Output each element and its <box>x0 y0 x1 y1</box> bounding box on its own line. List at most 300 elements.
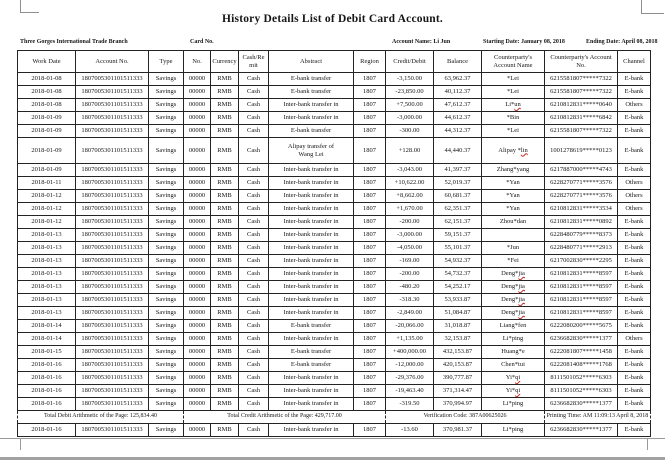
cell-region: 1807 <box>354 86 386 99</box>
cell-channel: E-bank <box>618 281 651 294</box>
cell-type: Savings <box>149 125 184 138</box>
table-row <box>18 190 651 203</box>
cell-balance: 54,252.17 <box>434 281 482 294</box>
cell-no: 00000 <box>184 346 211 359</box>
cell-cp-account: 6228480771*****2913 <box>545 242 618 255</box>
cell-region: 1807 <box>354 281 386 294</box>
cell-region: 1807 <box>354 229 386 242</box>
cell-region: 1807 <box>354 268 386 281</box>
cell-date: 2018-01-12 <box>18 203 76 216</box>
total-debit: Total Debit Arithmetic of the Page: 125,834.40 <box>18 411 184 424</box>
cell-currency: RMB <box>211 424 239 437</box>
table-row <box>18 99 651 112</box>
cell-cash-remit: Cash <box>239 138 269 164</box>
cell-abstract: Inter-bank transfer in <box>269 242 354 255</box>
cell-cash-remit: Cash <box>239 268 269 281</box>
cell-date: 2018-01-09 <box>18 138 76 164</box>
cell-credit-debit: -19,463.40 <box>386 385 434 398</box>
cell-channel: Others <box>618 99 651 112</box>
cell-account: 1807005301101511333 <box>76 424 149 437</box>
cell-cp-account: 6228270771*****3576 <box>545 177 618 190</box>
cell-cp-name: *Lei <box>482 73 545 86</box>
cell-cash-remit: Cash <box>239 281 269 294</box>
cell-date: 2018-01-13 <box>18 242 76 255</box>
column-header-no: No. <box>184 51 211 73</box>
cell-abstract: Inter-bank transfer in <box>269 229 354 242</box>
cell-balance: 60,681.37 <box>434 190 482 203</box>
column-header-type: Type <box>149 51 184 73</box>
cell-currency: RMB <box>211 281 239 294</box>
column-header-credit-debit: Credit/Debit <box>386 51 434 73</box>
cell-type: Savings <box>149 216 184 229</box>
cell-cp-name: Deng*jia <box>482 307 545 320</box>
cell-date: 2018-01-16 <box>18 424 76 437</box>
cell-credit-debit: -200.00 <box>386 268 434 281</box>
cell-no: 00000 <box>184 125 211 138</box>
cell-credit-debit: -318.30 <box>386 294 434 307</box>
spellcheck-underline: jia <box>518 296 525 304</box>
cell-region: 1807 <box>354 242 386 255</box>
cell-date: 2018-01-09 <box>18 112 76 125</box>
cell-currency: RMB <box>211 385 239 398</box>
cell-date: 2018-01-13 <box>18 307 76 320</box>
cell-credit-debit: -20,066.00 <box>386 320 434 333</box>
cell-date: 2018-01-08 <box>18 86 76 99</box>
cell-type: Savings <box>149 203 184 216</box>
cell-cash-remit: Cash <box>239 164 269 177</box>
branch-name: Three Gorges International Trade Branch <box>20 39 128 45</box>
cell-account: 1807005301101511333 <box>76 385 149 398</box>
cell-region: 1807 <box>354 294 386 307</box>
cell-no: 00000 <box>184 385 211 398</box>
cell-abstract: Inter-bank transfer in <box>269 307 354 320</box>
cell-type: Savings <box>149 424 184 437</box>
cell-credit-debit: -300.00 <box>386 125 434 138</box>
cell-abstract: Inter-bank transfer in <box>269 203 354 216</box>
history-table <box>17 50 651 437</box>
cell-cp-account: 6228480779*****8373 <box>545 229 618 242</box>
cell-account: 1807005301101511333 <box>76 138 149 164</box>
cell-channel: E-bank <box>618 372 651 385</box>
table-row <box>18 424 651 437</box>
cell-cp-account: 6236682830*****1377 <box>545 424 618 437</box>
cell-cp-account: 6210812831*****0892 <box>545 216 618 229</box>
cell-cash-remit: Cash <box>239 294 269 307</box>
cell-currency: RMB <box>211 190 239 203</box>
cell-no: 00000 <box>184 112 211 125</box>
cell-type: Savings <box>149 177 184 190</box>
cell-cp-account: 6210812831*****0640 <box>545 99 618 112</box>
cell-region: 1807 <box>354 125 386 138</box>
cell-balance: 31,018.87 <box>434 320 482 333</box>
cell-cp-account: 6236682830*****1377 <box>545 333 618 346</box>
cell-account: 1807005301101511333 <box>76 190 149 203</box>
cell-abstract: Inter-bank transfer in <box>269 333 354 346</box>
cell-account: 1807005301101511333 <box>76 73 149 86</box>
cell-account: 1807005301101511333 <box>76 333 149 346</box>
cell-type: Savings <box>149 138 184 164</box>
cell-currency: RMB <box>211 359 239 372</box>
cell-cash-remit: Cash <box>239 385 269 398</box>
table-row <box>18 112 651 125</box>
cell-cash-remit: Cash <box>239 320 269 333</box>
cell-balance: 40,112.37 <box>434 86 482 99</box>
cell-cash-remit: Cash <box>239 190 269 203</box>
cell-cp-account: 6215581807*****7322 <box>545 125 618 138</box>
cell-balance: 51,084.87 <box>434 307 482 320</box>
cell-channel: Others <box>618 190 651 203</box>
table-row <box>18 333 651 346</box>
card-no-label: Card No. <box>190 39 214 45</box>
cell-type: Savings <box>149 242 184 255</box>
cell-date: 2018-01-13 <box>18 229 76 242</box>
table-row <box>18 320 651 333</box>
cell-no: 00000 <box>184 229 211 242</box>
cell-no: 00000 <box>184 333 211 346</box>
cell-cp-account: 6210812831*****8597 <box>545 307 618 320</box>
table-row <box>18 294 651 307</box>
cell-abstract: E-bank transfer <box>269 86 354 99</box>
cell-cash-remit: Cash <box>239 177 269 190</box>
cell-channel: E-bank <box>618 359 651 372</box>
cell-balance: 47,612.37 <box>434 99 482 112</box>
cell-cp-name: *Jun <box>482 242 545 255</box>
page-corner-mark-top-right <box>641 0 664 14</box>
cell-type: Savings <box>149 346 184 359</box>
cell-balance: 59,151.37 <box>434 229 482 242</box>
column-header-region: Region <box>354 51 386 73</box>
cell-cp-name: *Bin <box>482 112 545 125</box>
table-row <box>18 346 651 359</box>
cell-cp-name: Zhou*dan <box>482 216 545 229</box>
cell-balance: 44,612.37 <box>434 112 482 125</box>
table-row <box>18 164 651 177</box>
cell-region: 1807 <box>354 385 386 398</box>
cell-cash-remit: Cash <box>239 229 269 242</box>
cell-cp-name: Yi*qi <box>482 385 545 398</box>
cell-currency: RMB <box>211 99 239 112</box>
cell-cash-remit: Cash <box>239 307 269 320</box>
cell-cash-remit: Cash <box>239 216 269 229</box>
cell-abstract: Inter-bank transfer in <box>269 268 354 281</box>
cell-cp-name: Deng*jia <box>482 294 545 307</box>
cell-no: 00000 <box>184 307 211 320</box>
cell-abstract: Inter-bank transfer in <box>269 112 354 125</box>
cell-cp-account: 6210812831*****6842 <box>545 112 618 125</box>
column-header-cp-account-name: Counterparty's Account Name <box>482 51 545 73</box>
spellcheck-underline: jia <box>518 309 525 317</box>
cell-region: 1807 <box>354 164 386 177</box>
cell-type: Savings <box>149 359 184 372</box>
table-row <box>18 73 651 86</box>
cell-type: Savings <box>149 281 184 294</box>
cell-date: 2018-01-16 <box>18 359 76 372</box>
cell-credit-debit: +7,500.00 <box>386 99 434 112</box>
cell-cp-name: Alipay *lin <box>482 138 545 164</box>
cell-region: 1807 <box>354 99 386 112</box>
cell-cp-name: Zhang*yang <box>482 164 545 177</box>
cell-region: 1807 <box>354 333 386 346</box>
starting-date: Starting Date: January 08, 2018 <box>483 39 565 45</box>
cell-type: Savings <box>149 333 184 346</box>
cell-type: Savings <box>149 398 184 411</box>
cell-no: 00000 <box>184 177 211 190</box>
verification-code: Verification Code: 387A00625026 <box>386 411 545 424</box>
cell-type: Savings <box>149 99 184 112</box>
cell-credit-debit: -3,000.00 <box>386 112 434 125</box>
cell-no: 00000 <box>184 164 211 177</box>
cell-cp-account: 6210812831*****3534 <box>545 203 618 216</box>
cell-abstract: Inter-bank transfer in <box>269 255 354 268</box>
cell-type: Savings <box>149 307 184 320</box>
column-header-account-no: Account No. <box>76 51 149 73</box>
cell-region: 1807 <box>354 359 386 372</box>
cell-no: 00000 <box>184 424 211 437</box>
cell-cp-account: 8111501052*****6303 <box>545 385 618 398</box>
cell-channel: E-bank <box>618 138 651 164</box>
cell-type: Savings <box>149 268 184 281</box>
column-header-cp-account-no: Counterparty's Account No. <box>545 51 618 73</box>
cell-region: 1807 <box>354 307 386 320</box>
cell-credit-debit: +1,135.00 <box>386 333 434 346</box>
cell-cash-remit: Cash <box>239 398 269 411</box>
cell-account: 1807005301101511333 <box>76 86 149 99</box>
table-row <box>18 281 651 294</box>
table-row <box>18 372 651 385</box>
cell-date: 2018-01-13 <box>18 255 76 268</box>
cell-cash-remit: Cash <box>239 99 269 112</box>
cell-region: 1807 <box>354 255 386 268</box>
cell-balance: 55,101.37 <box>434 242 482 255</box>
cell-channel: Others <box>618 177 651 190</box>
cell-date: 2018-01-16 <box>18 372 76 385</box>
cell-cp-name <box>482 229 545 242</box>
cell-balance: 52,019.37 <box>434 177 482 190</box>
cell-currency: RMB <box>211 138 239 164</box>
cell-account: 1807005301101511333 <box>76 320 149 333</box>
cell-cp-name: *Fei <box>482 255 545 268</box>
cell-type: Savings <box>149 73 184 86</box>
table-row <box>18 307 651 320</box>
cell-credit-debit: -4,050.00 <box>386 242 434 255</box>
cell-no: 00000 <box>184 216 211 229</box>
cell-account: 1807005301101511333 <box>76 398 149 411</box>
cell-balance: 432,153.87 <box>434 346 482 359</box>
cell-cp-name: Liang*fen <box>482 320 545 333</box>
cell-date: 2018-01-14 <box>18 333 76 346</box>
cell-balance: 63,962.37 <box>434 73 482 86</box>
cell-cp-name: Deng*jia <box>482 268 545 281</box>
spellcheck-underline: jia <box>518 283 525 291</box>
cell-cp-account: 1001278619*****0123 <box>545 138 618 164</box>
cell-channel: E-bank <box>618 255 651 268</box>
cell-channel: Others <box>618 203 651 216</box>
cell-balance: 370,994.97 <box>434 398 482 411</box>
table-row <box>18 398 651 411</box>
cell-channel: E-bank <box>618 242 651 255</box>
cell-cp-account: 6222080200*****5675 <box>545 320 618 333</box>
cell-region: 1807 <box>354 372 386 385</box>
cell-cp-name: Li*un <box>482 99 545 112</box>
cell-type: Savings <box>149 86 184 99</box>
cell-currency: RMB <box>211 268 239 281</box>
cell-type: Savings <box>149 112 184 125</box>
cell-cash-remit: Cash <box>239 359 269 372</box>
cell-cp-name: Li*ping <box>482 398 545 411</box>
cell-credit-debit: -12,000.00 <box>386 359 434 372</box>
column-header-channel: Channel <box>618 51 651 73</box>
cell-account: 1807005301101511333 <box>76 242 149 255</box>
cell-channel: E-bank <box>618 398 651 411</box>
cell-type: Savings <box>149 164 184 177</box>
cell-balance: 44,312.37 <box>434 125 482 138</box>
cell-cp-account: 6236682830*****1377 <box>545 398 618 411</box>
cell-currency: RMB <box>211 242 239 255</box>
cell-type: Savings <box>149 294 184 307</box>
table-row <box>18 203 651 216</box>
cell-cp-name: *Yan <box>482 203 545 216</box>
cell-region: 1807 <box>354 424 386 437</box>
cell-date: 2018-01-14 <box>18 320 76 333</box>
cell-balance: 53,933.87 <box>434 294 482 307</box>
cell-currency: RMB <box>211 73 239 86</box>
cell-abstract: Inter-bank transfer in <box>269 177 354 190</box>
cell-no: 00000 <box>184 294 211 307</box>
cell-balance: 371,314.47 <box>434 385 482 398</box>
cell-cp-name: Deng*jia <box>482 281 545 294</box>
cell-channel: E-bank <box>618 307 651 320</box>
table-row <box>18 385 651 398</box>
cell-cash-remit: Cash <box>239 112 269 125</box>
cell-region: 1807 <box>354 112 386 125</box>
cell-region: 1807 <box>354 320 386 333</box>
cell-no: 00000 <box>184 242 211 255</box>
cell-no: 00000 <box>184 281 211 294</box>
table-footer <box>18 411 651 437</box>
cell-region: 1807 <box>354 203 386 216</box>
cell-abstract: Inter-bank transfer in <box>269 372 354 385</box>
cell-cp-account: 6228270771*****3576 <box>545 190 618 203</box>
cell-type: Savings <box>149 229 184 242</box>
spellcheck-underline: jia <box>518 270 525 278</box>
cell-credit-debit: -2,849.00 <box>386 307 434 320</box>
cell-cp-name: *Lei <box>482 86 545 99</box>
cell-cp-account: 6210812831*****8597 <box>545 294 618 307</box>
table-row <box>18 268 651 281</box>
cell-balance: 54,932.37 <box>434 255 482 268</box>
cell-balance: 420,153.87 <box>434 359 482 372</box>
cell-channel: E-bank <box>618 125 651 138</box>
cell-currency: RMB <box>211 229 239 242</box>
cell-balance: 44,440.37 <box>434 138 482 164</box>
cell-abstract: E-bank transfer <box>269 125 354 138</box>
cell-channel: E-bank <box>618 216 651 229</box>
header-row <box>18 51 651 73</box>
cell-cash-remit: Cash <box>239 255 269 268</box>
table-row <box>18 86 651 99</box>
cell-region: 1807 <box>354 190 386 203</box>
cell-channel: E-bank <box>618 424 651 437</box>
cell-account: 1807005301101511333 <box>76 307 149 320</box>
cell-date: 2018-01-13 <box>18 294 76 307</box>
cell-date: 2018-01-09 <box>18 125 76 138</box>
cell-account: 1807005301101511333 <box>76 268 149 281</box>
column-header-balance: Balance <box>434 51 482 73</box>
cell-abstract: Inter-bank transfer in <box>269 99 354 112</box>
cell-cp-account: 6222081408*****1768 <box>545 359 618 372</box>
cell-credit-debit: +10,622.00 <box>386 177 434 190</box>
cell-no: 00000 <box>184 99 211 112</box>
cell-abstract: E-bank transfer <box>269 73 354 86</box>
cell-currency: RMB <box>211 346 239 359</box>
cell-account: 1807005301101511333 <box>76 281 149 294</box>
cell-currency: RMB <box>211 164 239 177</box>
cell-date: 2018-01-13 <box>18 281 76 294</box>
cell-account: 1807005301101511333 <box>76 203 149 216</box>
table-row <box>18 359 651 372</box>
cell-date: 2018-01-13 <box>18 268 76 281</box>
table-row <box>18 138 651 164</box>
column-header-work-date: Work Date <box>18 51 76 73</box>
cell-balance: 390,777.87 <box>434 372 482 385</box>
cell-abstract: Inter-bank transfer in <box>269 424 354 437</box>
cell-channel: E-bank <box>618 86 651 99</box>
cell-channel: E-bank <box>618 164 651 177</box>
cell-type: Savings <box>149 372 184 385</box>
cell-account: 1807005301101511333 <box>76 229 149 242</box>
cell-type: Savings <box>149 385 184 398</box>
cell-region: 1807 <box>354 73 386 86</box>
cell-cp-account: 6210812831*****8597 <box>545 281 618 294</box>
cell-account: 1807005301101511333 <box>76 112 149 125</box>
cell-region: 1807 <box>354 346 386 359</box>
cell-abstract: Inter-bank transfer in <box>269 398 354 411</box>
cell-account: 1807005301101511333 <box>76 177 149 190</box>
cell-cp-name: *Yan <box>482 190 545 203</box>
table-row <box>18 255 651 268</box>
cell-date: 2018-01-11 <box>18 177 76 190</box>
column-header-abstract: Abstract <box>269 51 354 73</box>
column-header-cash-remit: Cash/Remit <box>239 51 269 73</box>
cell-currency: RMB <box>211 398 239 411</box>
cell-cp-account: 8111501052*****6303 <box>545 372 618 385</box>
page-bottom-edge-line <box>0 438 665 439</box>
cell-account: 1807005301101511333 <box>76 99 149 112</box>
cell-cash-remit: Cash <box>239 424 269 437</box>
cell-account: 1807005301101511333 <box>76 294 149 307</box>
cell-date: 2018-01-12 <box>18 190 76 203</box>
cell-cp-account: 6222081807*****1458 <box>545 346 618 359</box>
cell-cp-name: Huang*e <box>482 346 545 359</box>
cell-credit-debit: -3,043.00 <box>386 164 434 177</box>
cell-cp-name: Li*ping <box>482 333 545 346</box>
cell-cp-account: 6210812831*****8597 <box>545 268 618 281</box>
cell-balance: 370,981.37 <box>434 424 482 437</box>
cell-cash-remit: Cash <box>239 86 269 99</box>
cell-currency: RMB <box>211 320 239 333</box>
cell-abstract: Alipay transfer of Wang Lei <box>269 138 354 164</box>
cell-currency: RMB <box>211 216 239 229</box>
cell-date: 2018-01-08 <box>18 73 76 86</box>
cell-credit-debit: -3,150.00 <box>386 73 434 86</box>
cell-cash-remit: Cash <box>239 73 269 86</box>
cell-no: 00000 <box>184 398 211 411</box>
cell-no: 00000 <box>184 372 211 385</box>
cell-region: 1807 <box>354 216 386 229</box>
cell-account: 1807005301101511333 <box>76 216 149 229</box>
table-body <box>18 73 651 411</box>
cell-channel: E-bank <box>618 346 651 359</box>
